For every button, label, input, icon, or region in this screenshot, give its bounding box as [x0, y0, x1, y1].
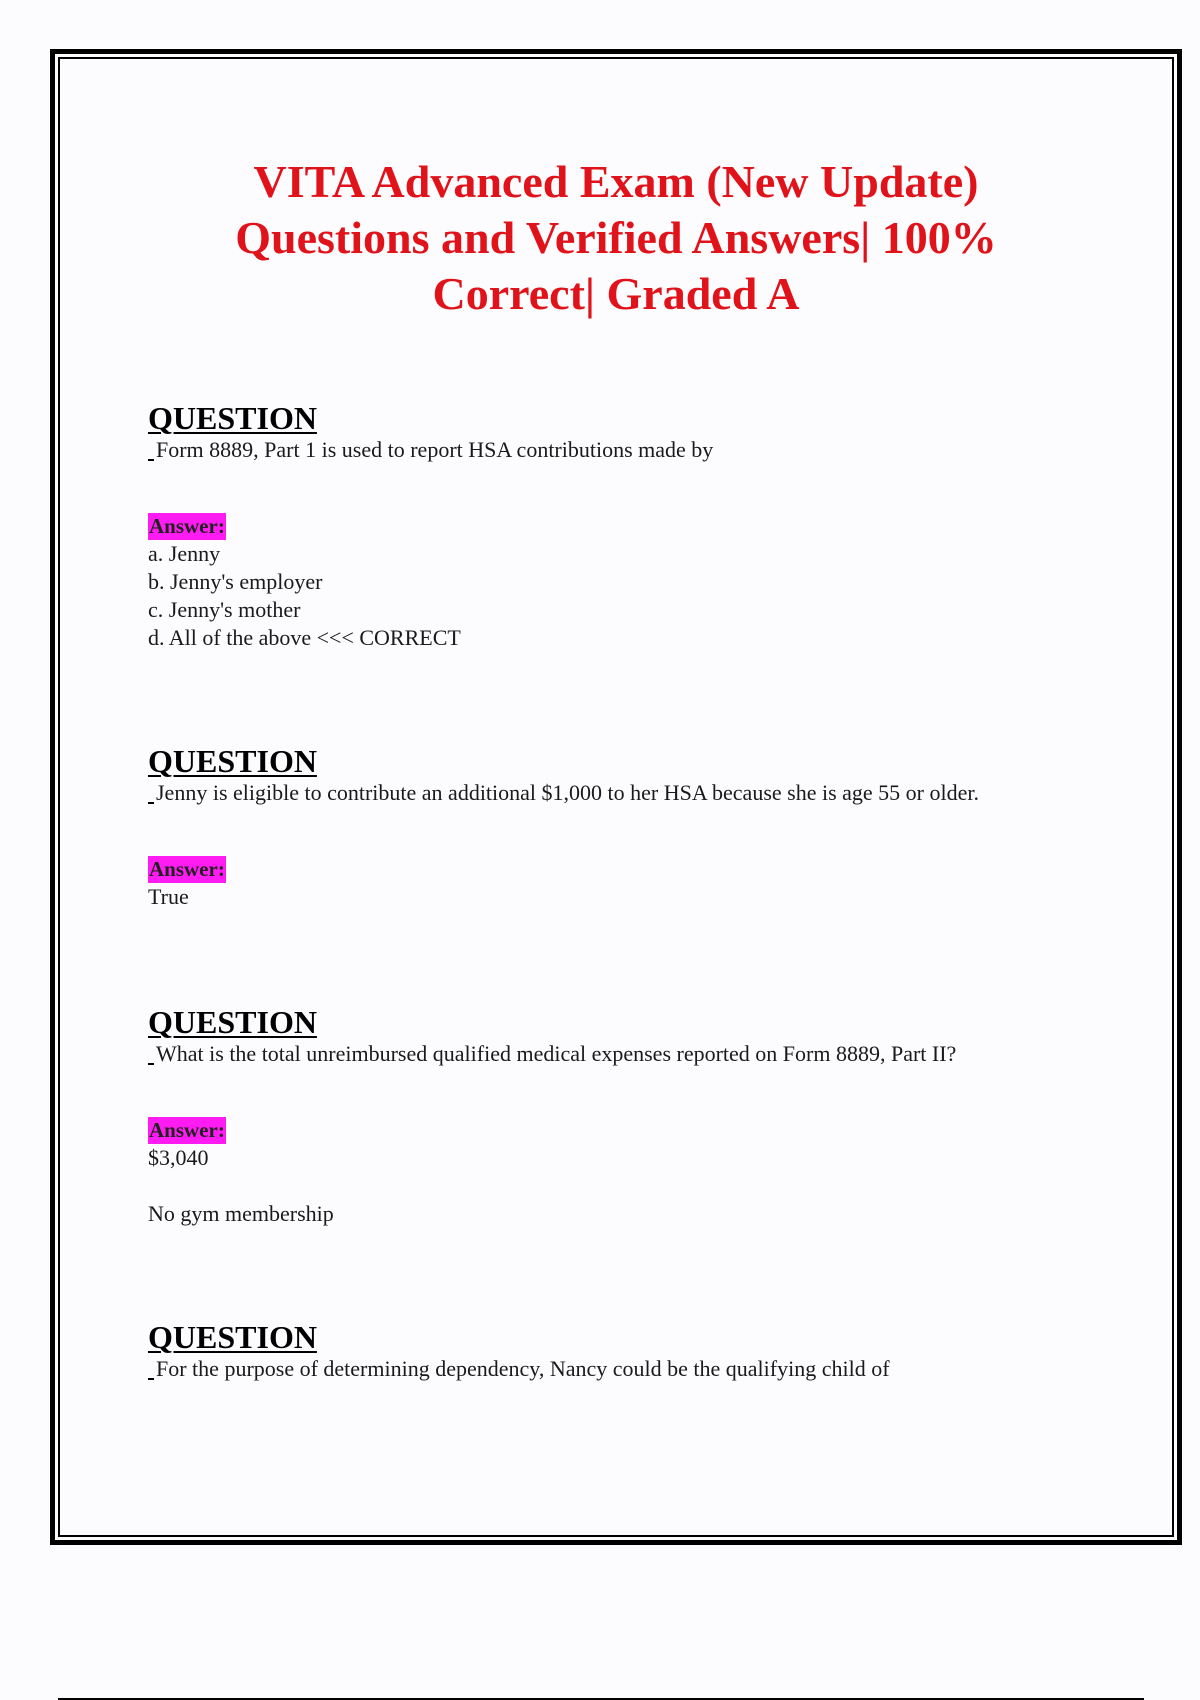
answer-value: True	[148, 884, 189, 909]
answer-note: No gym membership	[148, 1201, 334, 1226]
question-text: Form 8889, Part 1 is used to report HSA contributions made by	[148, 437, 1112, 463]
answer-label: Answer:	[149, 1118, 225, 1142]
page-border-inner	[58, 57, 1174, 1537]
document-title-line: VITA Advanced Exam (New Update)	[253, 156, 979, 207]
answer-option: c. Jenny's mother	[148, 597, 301, 622]
question-heading: QUESTION	[148, 743, 317, 779]
qa-item-3	[148, 1005, 1112, 1228]
document-title	[60, 154, 1172, 322]
answer-option: b. Jenny's employer	[148, 569, 323, 594]
answer-value: $3,040	[148, 1145, 209, 1170]
question-text: Jenny is eligible to contribute an additional $1,000 to her HSA because she is age 55 or older.	[148, 780, 1112, 806]
page-border	[50, 49, 1182, 1545]
answer-list	[148, 540, 1112, 652]
answer-option: d. All of the above <<< CORRECT	[148, 625, 461, 650]
answer-label: Answer:	[149, 514, 225, 538]
answer-label: Answer:	[149, 857, 225, 881]
qa-item-1	[148, 401, 1112, 652]
question-text: What is the total unreimbursed qualified medical expenses reported on Form 8889, Part II?	[148, 1041, 1112, 1067]
question-text: For the purpose of determining dependency, Nancy could be the qualifying child of	[148, 1356, 1112, 1382]
qa-item-4	[148, 1320, 1112, 1382]
qa-item-2	[148, 744, 1112, 911]
question-heading: QUESTION	[148, 1004, 317, 1040]
answer-list	[148, 1144, 1112, 1172]
document-title-line: Questions and Verified Answers| 100%	[235, 212, 997, 263]
question-heading: QUESTION	[148, 1319, 317, 1355]
document-title-line: Correct| Graded A	[432, 268, 800, 319]
question-heading: QUESTION	[148, 400, 317, 436]
answer-option: a. Jenny	[148, 541, 221, 566]
answer-list	[148, 883, 1112, 911]
